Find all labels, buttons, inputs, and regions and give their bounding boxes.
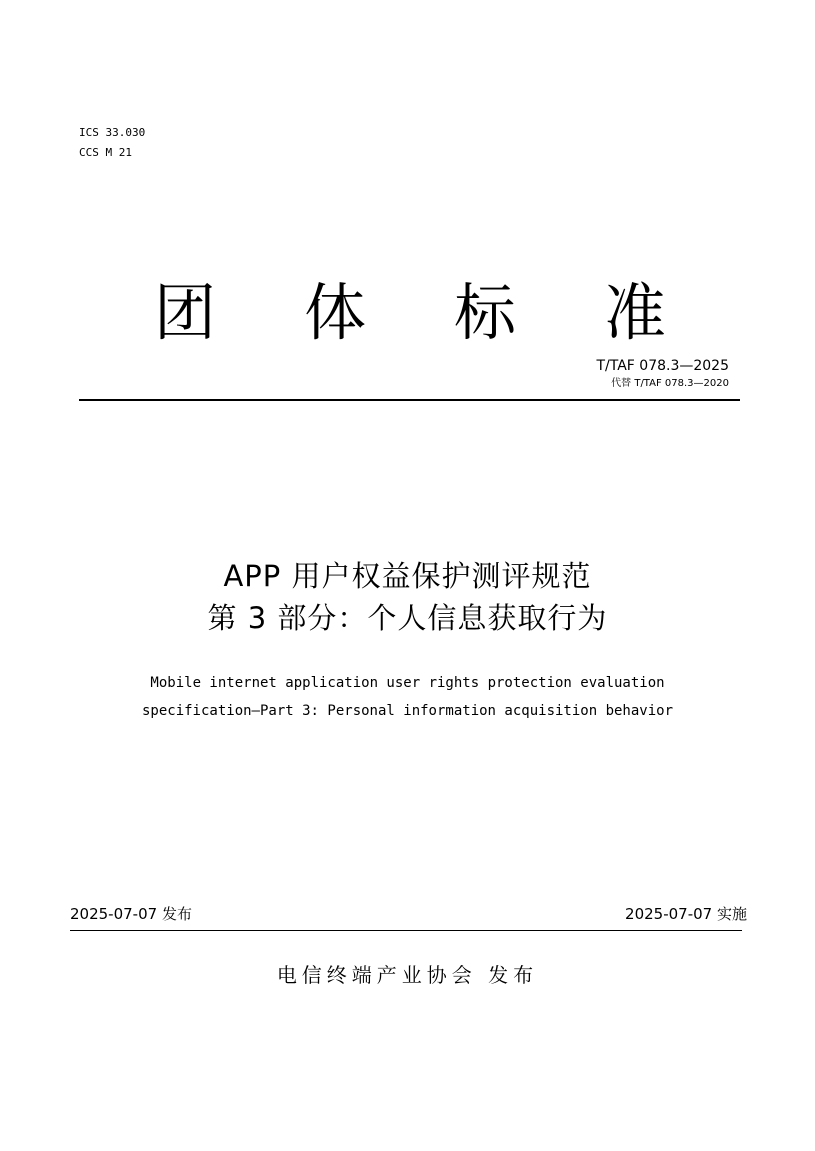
chinese-title-line-2: 第 3 部分：个人信息获取行为 [207, 601, 608, 635]
replaces-standard: 代替 T/TAF 078.3—2020 [611, 378, 729, 389]
chinese-title-line-1: APP 用户权益保护测评规范 [223, 559, 592, 593]
standard-type-char-4: 准 [603, 276, 666, 349]
english-title [0, 669, 815, 725]
release-date: 2025-07-07 发布 [70, 905, 192, 923]
standard-type-char-1: 团 [153, 276, 216, 349]
publisher: 电信终端产业协会 发布 [276, 963, 539, 987]
english-title-line-2: specification—Part 3: Personal information acquisition behavior [141, 703, 673, 719]
header-divider [79, 399, 740, 401]
standard-type-heading [150, 275, 670, 351]
classification-codes [79, 123, 145, 163]
standard-type-char-2: 体 [303, 276, 366, 349]
standard-type-char-3: 标 [453, 276, 516, 349]
implementation-date: 2025-07-07 实施 [625, 905, 747, 923]
chinese-title [0, 555, 815, 639]
footer-divider [70, 930, 742, 931]
ics-code: ICS 33.030 [79, 126, 146, 139]
ccs-code: CCS M 21 [79, 146, 132, 159]
english-title-line-1: Mobile internet application user rights protection evaluation [150, 675, 665, 691]
standard-number: T/TAF 078.3—2025 [596, 358, 729, 374]
